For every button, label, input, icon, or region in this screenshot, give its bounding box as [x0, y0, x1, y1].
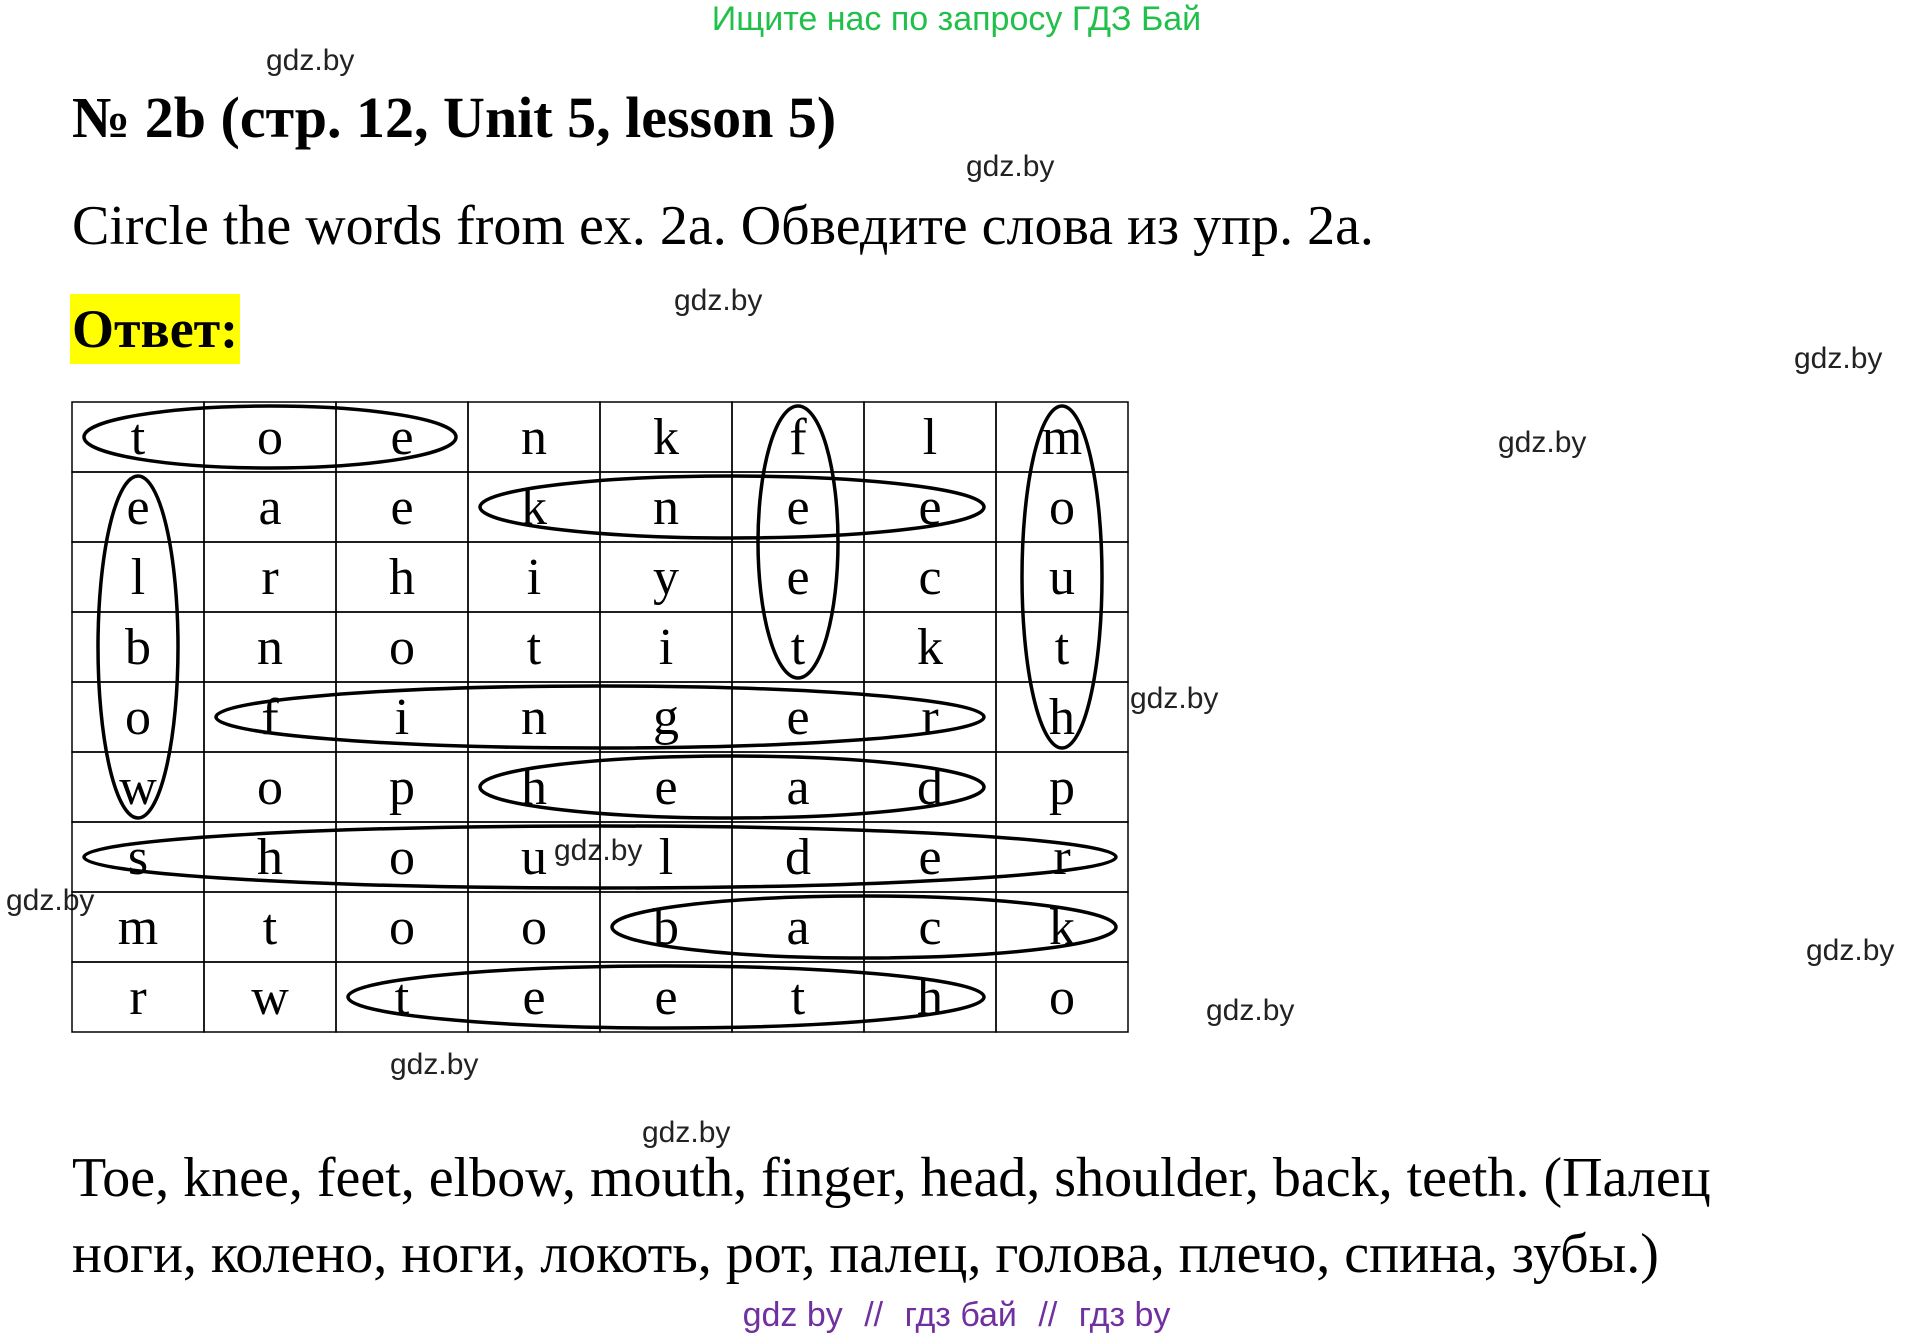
- grid-letter: t: [1054, 619, 1070, 676]
- grid-cell: [336, 402, 468, 472]
- grid-letter: t: [790, 969, 806, 1026]
- grid-cell: [204, 892, 336, 962]
- grid-cell: [204, 542, 336, 612]
- grid-cell: [336, 822, 468, 892]
- grid-cell: [336, 472, 468, 542]
- grid-cell: [336, 892, 468, 962]
- grid-letter: d: [785, 829, 811, 886]
- promo-banner: Ищите нас по запросу ГДЗ Бай: [711, 0, 1202, 38]
- grid-letter: i: [658, 619, 674, 676]
- grid-cell: [336, 682, 468, 752]
- footer-links: [0, 1296, 1913, 1334]
- grid-cell: [996, 542, 1128, 612]
- grid-cell: [996, 752, 1128, 822]
- grid-letter: k: [521, 479, 547, 536]
- grid-letter: n: [653, 479, 679, 536]
- watermark: gdz.by: [966, 150, 1055, 183]
- grid-letter: o: [125, 689, 151, 746]
- grid-letter: i: [394, 689, 410, 746]
- grid-letter: e: [390, 479, 414, 536]
- grid-cell: [72, 752, 204, 822]
- grid-cell: [72, 962, 204, 1032]
- grid-cell: [996, 962, 1128, 1032]
- circled-word-mouth: [1022, 406, 1102, 748]
- grid-cell: [600, 542, 732, 612]
- grid-letter: m: [1041, 409, 1083, 466]
- grid-cell: [72, 612, 204, 682]
- grid-cell: [600, 612, 732, 682]
- grid-letter: e: [786, 549, 810, 606]
- grid-cell: [600, 682, 732, 752]
- grid-letter: g: [653, 689, 679, 746]
- watermark: gdz.by: [1794, 342, 1883, 375]
- grid-letter: o: [389, 619, 415, 676]
- footer-link-1[interactable]: gdz by: [742, 1296, 843, 1334]
- grid-cell: [864, 402, 996, 472]
- grid-cell: [732, 612, 864, 682]
- grid-cell: [864, 822, 996, 892]
- grid-letter: n: [521, 409, 547, 466]
- answer-label: Ответ:: [70, 294, 240, 364]
- grid-cell: [72, 402, 204, 472]
- grid-cell: [204, 822, 336, 892]
- grid-letter: e: [918, 479, 942, 536]
- grid-cell: [204, 402, 336, 472]
- grid-letter: a: [786, 759, 810, 816]
- grid-cell: [732, 752, 864, 822]
- grid-letter: e: [654, 759, 678, 816]
- grid-cell: [864, 962, 996, 1032]
- grid-letter: l: [922, 409, 938, 466]
- grid-letter: u: [521, 829, 547, 886]
- grid-letter: e: [786, 689, 810, 746]
- grid-letter: e: [918, 829, 942, 886]
- grid-cell: [996, 892, 1128, 962]
- grid-letter: k: [1049, 899, 1075, 956]
- grid-cell: [336, 962, 468, 1032]
- grid-cell: [204, 612, 336, 682]
- grid-cell: [204, 752, 336, 822]
- grid-letter: e: [786, 479, 810, 536]
- grid-cell: [336, 542, 468, 612]
- grid-cell: [864, 612, 996, 682]
- grid-letter: h: [257, 829, 283, 886]
- grid-letter: a: [786, 899, 810, 956]
- watermark: gdz.by: [1498, 426, 1587, 459]
- grid-cell: [732, 402, 864, 472]
- grid-letter: t: [394, 969, 410, 1026]
- grid-cell: [864, 472, 996, 542]
- grid-letter: h: [1049, 689, 1075, 746]
- grid-cell: [996, 822, 1128, 892]
- grid-letter: r: [129, 969, 147, 1026]
- grid-letter: p: [389, 759, 415, 816]
- watermark: gdz.by: [1130, 682, 1219, 715]
- grid-letter: c: [918, 899, 942, 956]
- grid-cell: [468, 892, 600, 962]
- grid-letter: l: [130, 549, 146, 606]
- grid-cell: [864, 892, 996, 962]
- grid-cell: [72, 542, 204, 612]
- grid-letter: n: [521, 689, 547, 746]
- grid-letter: r: [1053, 829, 1071, 886]
- grid-letter: t: [262, 899, 278, 956]
- grid-letter: s: [127, 829, 149, 886]
- grid-letter: b: [653, 899, 679, 956]
- grid-cell: [72, 682, 204, 752]
- grid-letter: o: [257, 409, 283, 466]
- circled-word-head: [480, 756, 984, 818]
- grid-cell: [996, 612, 1128, 682]
- grid-letter: t: [130, 409, 146, 466]
- circled-word-back: [612, 896, 1116, 958]
- grid-cell: [996, 472, 1128, 542]
- grid-letter: m: [117, 899, 159, 956]
- watermark: gdz.by: [1206, 994, 1295, 1027]
- grid-cell: [468, 962, 600, 1032]
- grid-cell: [732, 542, 864, 612]
- grid-letter: h: [521, 759, 547, 816]
- grid-cell: [864, 542, 996, 612]
- grid-cell: [864, 752, 996, 822]
- grid-letter: w: [251, 969, 289, 1026]
- watermark: gdz.by: [390, 1048, 479, 1081]
- grid-cell: [72, 472, 204, 542]
- grid-letter: d: [917, 759, 943, 816]
- grid-letter: t: [526, 619, 542, 676]
- watermark: gdz.by: [642, 1116, 731, 1149]
- grid-letter: o: [389, 899, 415, 956]
- grid-cell: [72, 822, 204, 892]
- grid-cell: [468, 472, 600, 542]
- grid-letter: o: [257, 759, 283, 816]
- grid-cell: [732, 472, 864, 542]
- grid-cell: [468, 402, 600, 472]
- footer-separator: //: [1038, 1296, 1058, 1334]
- grid-cell: [732, 892, 864, 962]
- grid-letter: k: [917, 619, 943, 676]
- circled-word-feet: [758, 406, 838, 678]
- exercise-instruction: Circle the words from ex. 2a. Обведите слова из упр. 2a.: [72, 195, 1374, 257]
- circled-word-finger: [216, 686, 984, 748]
- grid-letter: e: [126, 479, 150, 536]
- grid-letter: b: [125, 619, 151, 676]
- circled-word-toe: [84, 406, 456, 468]
- grid-letter: n: [257, 619, 283, 676]
- grid-letter: e: [390, 409, 414, 466]
- grid-letter: o: [521, 899, 547, 956]
- footer-link-3[interactable]: гдз by: [1078, 1296, 1171, 1334]
- grid-cell: [600, 472, 732, 542]
- grid-cell: [468, 612, 600, 682]
- grid-cell: [336, 752, 468, 822]
- watermark: gdz.by: [6, 884, 95, 917]
- grid-cell: [600, 402, 732, 472]
- watermark: gdz.by: [674, 284, 763, 317]
- grid-letter: i: [526, 549, 542, 606]
- grid-cell: [864, 682, 996, 752]
- circled-word-teeth: [348, 966, 984, 1028]
- watermark: gdz.by: [266, 44, 355, 77]
- grid-cell: [732, 682, 864, 752]
- watermark: gdz.by: [554, 834, 643, 867]
- grid-cell: [468, 542, 600, 612]
- grid-letter: f: [789, 409, 807, 466]
- grid-letter: o: [389, 829, 415, 886]
- grid-cell: [996, 402, 1128, 472]
- grid-cell: [468, 682, 600, 752]
- circled-word-elbow: [98, 476, 178, 818]
- grid-letter: r: [261, 549, 279, 606]
- circled-word-knee: [480, 476, 984, 538]
- grid-letter: o: [1049, 479, 1075, 536]
- footer-separator: //: [864, 1296, 884, 1334]
- grid-letter: f: [261, 689, 279, 746]
- grid-cell: [204, 472, 336, 542]
- exercise-title: № 2b (стр. 12, Unit 5, lesson 5): [72, 85, 837, 150]
- grid-letter: e: [654, 969, 678, 1026]
- grid-letter: r: [921, 689, 939, 746]
- grid-letter: y: [653, 549, 679, 606]
- grid-cell: [732, 822, 864, 892]
- footer-link-2[interactable]: гдз бай: [904, 1296, 1017, 1334]
- grid-letter: c: [918, 549, 942, 606]
- grid-letter: e: [522, 969, 546, 1026]
- answer-text: Toe, knee, feet, elbow, mouth, finger, head, shoulder, back, teeth. (Палец ноги, колено, ноги, локоть, рот, палец, голова, плечо, спина, зубы.): [72, 1147, 1711, 1285]
- grid-letter: w: [119, 759, 157, 816]
- grid-letter: l: [658, 829, 674, 886]
- grid-cell: [600, 752, 732, 822]
- watermark: gdz.by: [1806, 934, 1895, 967]
- grid-letter: a: [258, 479, 282, 536]
- grid-cell: [600, 962, 732, 1032]
- grid-letter: u: [1049, 549, 1075, 606]
- grid-letter: o: [1049, 969, 1075, 1026]
- grid-letter: h: [389, 549, 415, 606]
- grid-cell: [468, 752, 600, 822]
- grid-letter: k: [653, 409, 679, 466]
- grid-cell: [204, 682, 336, 752]
- grid-letter: p: [1049, 759, 1075, 816]
- grid-cell: [732, 962, 864, 1032]
- grid-cell: [600, 892, 732, 962]
- grid-letter: h: [917, 969, 943, 1026]
- grid-cell: [336, 612, 468, 682]
- grid-letter: t: [790, 619, 806, 676]
- grid-cell: [204, 962, 336, 1032]
- grid-cell: [996, 682, 1128, 752]
